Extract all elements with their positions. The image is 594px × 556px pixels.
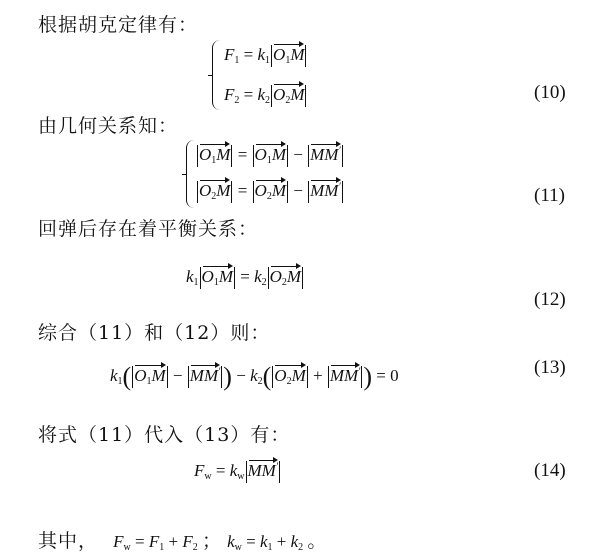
combine-text: 综合（11）和（12）则： [38,322,271,344]
where-formula-fw: $F_w = F_1 + F_2$ [113,532,198,553]
eq14-number: (14) [534,460,566,481]
eq11-line2: $O_2M = O_2M - MM'$ [196,178,344,203]
prime-mark: ′ [338,145,341,157]
eq10-line2: $F_2 = k_2$ $O_2M$ [224,82,307,107]
eq10-line1: $F_1 = k_1$ $O_1M$ [224,42,307,67]
eq14-line: $F_w = k_w$ MM′ [194,458,281,483]
geometry-relation-text: 由几何关系知： [38,115,179,137]
hooke-law-text: 根据胡克定律有： [38,14,199,36]
where-formula-kw: $k_w = k_1 + k_2$ [227,532,304,553]
eq13-line: $k_1$( $O_1M - MM'$ ) − $k_2$( $O_2M + MM'$ ) = 0 [110,362,399,391]
eq12-line: $k_1$ $O_1M = k_2$ $O_2M$ [186,264,304,289]
where-label: 其中， [38,530,99,552]
eq12-number: (12) [534,289,566,310]
rebound-balance-text: 回弹后存在着平衡关系： [38,218,259,240]
prime-mark: ′ [338,181,341,193]
eq10-brace [212,40,220,110]
prime-mark: ′ [358,366,361,378]
eq13-number: (13) [534,357,566,378]
prime-mark: ′ [218,366,221,378]
prime-mark: ′ [275,461,279,473]
eq11-line1: $O_1M = O_1M - MM'$ [196,142,344,167]
eq11-brace [186,140,194,208]
eq11-number: (11) [534,185,565,206]
eq10-number: (10) [534,82,566,103]
substitute-text: 将式（11）代入（13）有： [38,424,291,446]
where-line: 其中， $F_w = F_1 + F_2$ ； $k_w = k_1 + k_2$ 。 [38,530,328,553]
